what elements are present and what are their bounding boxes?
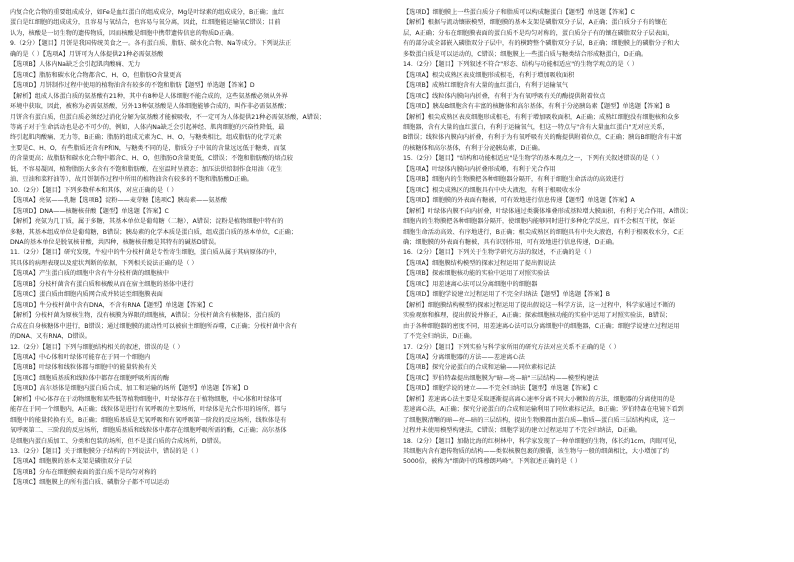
text-line: 等离子对于生命活动也是必不可少的，例如，人体内Na缺乏会引起神经、肌肉细胞的兴奋性降低，最 bbox=[10, 123, 285, 131]
text-line: 细胞中的能量转换有关，B正确；细胞质基质是无氧呼吸和有氧呼吸第一阶段的反应场所，线粒体是有 bbox=[10, 416, 287, 424]
text-line: 主要是C、H、O，有些脂质还含有P和N，与糖类不同的是，脂质分子中氧的含量远远低于糖类，而氢 bbox=[10, 144, 286, 152]
text-line: 【选项D】牛分枝杆菌中含有DNA，不含有RNA【题型】单选题【答案】C bbox=[10, 301, 213, 309]
text-line: 低，不容易凝固，植物脂肪大多含有不饱和脂肪酸，在室温时呈液态；加压法烘焙制作食用油（花生 bbox=[10, 165, 283, 173]
text-line: 蛋白是红细胞的组成成分，且容易与氧结合，也容易与氧分离，因此，红细胞能运输氧C错误；目前 bbox=[10, 19, 281, 27]
text-line: 【选项C】细胞膜上的所有蛋白质、磷脂分子都不可以运动 bbox=[10, 479, 170, 487]
text-line: 【解析】组成人体蛋白质的氨基酸有21种，其中有8种是人体细胞不能合成的，这些氨基酸必须从外界 bbox=[10, 92, 288, 100]
text-line: 了不完全归纳法，D正确。 bbox=[403, 333, 476, 341]
text-line: 17.（2分）【题目】下列实验与科学家所用的研究方法对应关系不正确的是（ ） bbox=[403, 343, 620, 351]
text-line: B错误；线粒体内膜向内折叠，有利于为有氧呼吸有关的酶提供附着位点，C正确；胰岛B细胞含有丰富 bbox=[403, 134, 682, 142]
text-line: 其具体的病理表现以及症状判断的依据，下列相关说法正确的是（ ） bbox=[10, 259, 198, 267]
text-line: 【解析】分枝杆菌为原核生物，没有核膜为界限的细胞核，A错误；分枝杆菌含有核糖体，蛋白质的 bbox=[10, 312, 281, 320]
text-line: 油、豆油和菜籽油等），故月饼制作过程中所用的植物油含有较多的不饱和脂肪酸D正确。 bbox=[10, 176, 253, 184]
text-line: 其细胞内含有遗传物质的结构——类似核膜包裹的膜囊，该生物与一般的细菌相比，大小增加了约 bbox=[403, 448, 670, 456]
text-line: 【选项D】细胞膜上一些蛋白质分子和脂质可以构成糖蛋白【题型】单选题【答案】C bbox=[403, 9, 635, 16]
text-line: 是细胞内蛋白质加工、分类和包装的场所，但不是蛋白质的合成场所，D错误。 bbox=[10, 437, 226, 445]
text-line: 【选项D】月饼制作过程中使用的植物油含有较多的不饱和脂肪【题型】单选题【答案】D bbox=[10, 82, 255, 90]
text-line: 13.（2分）【题目】关于细胞膜分子结构的下列说法中，错误的是（ ） bbox=[10, 448, 203, 456]
text-line: 【选项C】蛋白质由细胞内质网合成并转运至细胞膜表面 bbox=[10, 291, 163, 299]
text-line: 有的部分或全部嵌入磷脂双分子层中，有的横跨整个磷脂双分子层，B正确；细胞膜上的磷脂分子和大 bbox=[403, 40, 680, 48]
text-line: 【选项C】罗伯特森提出细胞膜为"暗—亮—暗"三层结构——模型构建法 bbox=[403, 374, 599, 382]
text-line: 实验观察和推理，提出假说并修正，A正确；探索细胞核功能的实验中运用了对照实验法，B错误； bbox=[403, 312, 672, 320]
text-line: 【选项C】根尖成熟区的细胞具有中央大液泡，有利于根吸收水分 bbox=[403, 186, 581, 194]
left-column bbox=[10, 8, 391, 556]
text-line: 【选项C】线粒体内膜向内折叠，有利于为有氧呼吸有关的酶提供附着位点 bbox=[403, 92, 606, 100]
text-line: 【解析】中心体存在于动物细胞和某些低等植物细胞中，叶绿体存在于植物细胞，中心体和叶绿体可 bbox=[10, 395, 283, 403]
text-line: 的DNA、又有RNA，D错误。 bbox=[10, 333, 92, 341]
text-line: 【选项D】胰岛B细胞含有丰富的核糖体和高尔基体，有利于分泌胰岛素【题型】单选题【答案】B bbox=[403, 103, 670, 111]
text-line: 认为，核酸是一切生物的遗传物质，因而核酸是细胞中携带遗传信息的物质D正确。 bbox=[10, 29, 238, 37]
text-line: 【选项D】细胞学说建立过程运用了不完全归纳法【题型】单选题【答案】B bbox=[403, 291, 611, 299]
text-line: 15.（2分）【题目】"结构和功能相适应"是生物学的基本观点之一，下列有关叙述错误的是（ ） bbox=[403, 155, 663, 163]
text-line: 【选项A】产生蛋白质的细胞中含有牛分枝杆菌的细胞核中 bbox=[10, 270, 169, 278]
text-line: 【选项A】叶绿体内膜向内折叠形成嵴，有利于光合作用 bbox=[403, 165, 556, 173]
text-line: 【选项C】用差速离心法可以分离细胞中的细胞器 bbox=[403, 280, 538, 288]
text-line: 细胞生命活动高效、有序地进行，B正确；根尖成熟区的细胞具有中央大液泡，有利于根吸收水分，C正 bbox=[403, 228, 684, 236]
text-line: 【选项D】细胞膜的外表面有糖被，可有效地进行信息传递【题型】单选题【答案】A bbox=[403, 197, 635, 205]
text-line: 16.（2分）【题目】下列关于生物学研究方法的叙述，不正确的是（ ） bbox=[403, 249, 596, 257]
text-line: 【选项A】分离细胞器的方法——差速离心法 bbox=[403, 353, 525, 361]
text-line: 内复合化合物的重要组成成分，如Fe是血红蛋白的组成成分，Mg是叶绿素的组成成分，B正确；血红 bbox=[10, 9, 285, 16]
text-line: 【选项D】DNA——核糖核苷酸【题型】单选题【答案】C bbox=[10, 207, 169, 215]
text-line: 【选项B】叶绿体和线粒体都与细胞中的能量转换有关 bbox=[10, 364, 157, 372]
text-line: 【选项B】探索细胞核功能的实验中运用了对照实验法 bbox=[403, 270, 550, 278]
text-line: 【选项C】细胞质基质和线粒体中都存在细胞呼吸所需的酶 bbox=[10, 374, 170, 382]
text-line: 12.（2分）【题目】下列与细胞结构相关的叙述，错误的是（ ） bbox=[10, 343, 184, 351]
text-line: 【选项B】人体内Na缺乏会引起肌肉酸痛、无力 bbox=[10, 61, 141, 69]
text-line: 【解析】亮氨为几丁质，属于多糖，其基本单位是葡萄糖（二糖），A错误；淀粉是植物细胞中特有的 bbox=[10, 218, 284, 226]
text-line: 【选项D】细胞学说的建立——不完全归纳法【题型】单选题【答案】C bbox=[403, 385, 598, 393]
text-line: 【选项A】根尖成熟区表皮细胞形成根毛，有利于增加吸收面积 bbox=[403, 71, 575, 79]
two-column-layout bbox=[10, 8, 784, 556]
text-line: 【解析】根尖成熟区表皮细胞形成根毛，有利于增加吸收面积，A正确；成熟红细胞没有细胞核和众多 bbox=[403, 113, 680, 121]
text-line: 月饼含有蛋白质，但蛋白质必须经过消化分解为氨基酸才能被吸收，不一定可为人体提供21种必需氨基酸，A错误； bbox=[10, 113, 326, 121]
text-line: 层，A正确；分布在细胞膜表面的蛋白质不是均匀对称的，蛋白质分子有的镶在磷脂双分子层表面， bbox=[403, 29, 674, 37]
text-line: 10.（2分）【题目】下列多数样本和其体，对应正确的是（ ） bbox=[10, 186, 178, 194]
text-line: 【解析】叶绿体内膜不向内折叠，叶绿体通过类囊体堆叠形成基粒增大膜面积，有利于光合作用，A错误； bbox=[403, 207, 692, 215]
text-line: 的核糖体和高尔基体，有利于分泌胰岛素，D正确。 bbox=[403, 144, 544, 152]
text-line: 【选项A】细胞膜的基本支架是磷脂双分子层 bbox=[10, 458, 132, 466]
text-line: 【选项A】细胞膜结构模型的探索过程运用了提出假说法 bbox=[403, 259, 556, 267]
right-column bbox=[403, 8, 784, 556]
text-line: 确；细胞膜的外表面有糖被，具有识别作用，可有效地进行信息传递，D正确。 bbox=[403, 238, 619, 246]
text-line: 14.（2分）【题目】下列叙述不符合"形态、结构与功能相适应"的生物学观点的是（ ） bbox=[403, 61, 638, 69]
text-line: 细胞器，含有大量的血红蛋白，有利于运输氧气，但这一特点与"含有大量血红蛋白"无对应关系， bbox=[403, 123, 669, 131]
text-line: 氧呼吸第二、三阶段的反应场所，细胞质基质和线粒体中都存在细胞呼吸所需的酶，C正确；高尔基体 bbox=[10, 427, 287, 435]
text-line: 终引起肌肉酸痛、无力等，B正确；脂肪的组成元素为C、H、O，与糖类相比，组成脂肪的化学元素 bbox=[10, 134, 282, 142]
text-line: 多糖，其基本组成单位是葡萄糖，B错误；胰岛素的化学本质是蛋白质，组成蛋白质的基本单位，C正确； bbox=[10, 228, 297, 236]
text-line: 由于各种细胞器的密度不同，用差速离心法可以分离细胞中的细胞器，C正确；细胞学说建立过程运用 bbox=[403, 322, 680, 330]
text-line: 18.（2分）【题目】加勒比海的红树林中，科学家发现了一种单细胞的生物，体长约1cm，肉眼可见， bbox=[403, 437, 681, 445]
text-line: 【解析】细胞膜结构模型的探索过程运用了提出假说这一科学方法，这一过程中，科学家通过不断的 bbox=[403, 301, 676, 309]
text-line: 差速离心法，A正确；探究分泌蛋白的合成和运输利用了同位素标记法，B正确；罗伯特森在电镜下看到 bbox=[403, 406, 684, 414]
text-line: 【选项C】脂肪和碳水化合物都含C、H、O，但脂肪O含量更高 bbox=[10, 71, 182, 79]
text-line: 过程并未使用模型构建法，C错误；细胞学说的建立过程运用了不完全归纳法，D正确。 bbox=[403, 427, 642, 435]
text-line: 【选项B】分枝杆菌含有蛋白质和核酸从而在宿主细胞的基体中进行 bbox=[10, 280, 194, 288]
text-line: 确的是（ ）【选项A】月饼可为人体提供21种必需氨基酸 bbox=[10, 50, 164, 58]
text-line: 环境中获取，因此，被称为必需氨基酸，另外13种氨基酸是人体细胞能够合成的，叫作非必需氨基酸； bbox=[10, 103, 291, 111]
text-line: 【解析】根据与流动镶嵌模型，细胞膜的基本支架是磷脂双分子层，A正确；蛋白质分子有的镶在 bbox=[403, 19, 668, 27]
text-line: 5000倍，被称为"细菌中的珠穆朗玛峰"。下列叙述正确的是（ ） bbox=[403, 458, 582, 466]
text-line: 【选项A】中心体和叶绿体可能存在于同一个细胞内 bbox=[10, 353, 151, 361]
text-line: 【选项A】亮氨——乳糖【选项B】淀粉——麦芽糖【选项C】胰岛素——氨基酸 bbox=[10, 197, 227, 205]
text-line: 合成在自身核糖体中进行，B错误；通过细胞膜的流动性可以被宿主细胞所吞噬，C正确；分枝杆菌中含有 bbox=[10, 322, 297, 330]
text-line: 能存在于同一个细胞内，A正确；线粒体是进行有氧呼吸的主要场所，叶绿体是光合作用的场所，都与 bbox=[10, 406, 287, 414]
text-line: 【选项B】细胞内的生物膜把各种细胞器分隔开，有利于细胞生命活动的高效进行 bbox=[403, 176, 624, 184]
text-line: 多数蛋白质是可以运动的，C错误；细胞膜上一些蛋白质与糖类结合形成糖蛋白，D正确。 bbox=[403, 50, 648, 58]
text-line: 的含量更高；故脂肪和碳水化合物中都含C、H、O，但脂肪O含量更低，C错误；不饱和脂肪酸的熔点较 bbox=[10, 155, 293, 163]
text-line: DNA的基本单位是脱氧核苷酸，共四种，核糖核苷酸是其特有的碱基D错误。 bbox=[10, 238, 221, 246]
text-line: 【选项B】探究分泌蛋白的合成和运输——同位素标记法 bbox=[403, 364, 556, 372]
text-line: 【解析】差速离心法主要是采取逐渐提高离心速率分离不同大小颗粒的方法，细胞器的分离使用的是 bbox=[403, 395, 676, 403]
text-line: 【选项B】成熟红细胞含有大量的血红蛋白，有利于运输氧气 bbox=[403, 82, 569, 90]
text-line: 细胞内的生物膜把各种细胞器分隔开，使细胞内能够同时进行多种化学反应，而不会相互干扰，保证 bbox=[403, 218, 676, 226]
text-line: 【选项B】分布在细胞膜表面的蛋白质不是均匀对称的 bbox=[10, 468, 157, 476]
text-line: 【选项D】高尔基体是细胞内蛋白质合成、加工和运输的场所【题型】单选题【答案】D bbox=[10, 385, 249, 393]
text-line: 了细胞膜清晰的暗—亮—暗的三层结构，提出生物膜都由蛋白质—脂质—蛋白质三层结构构成，这一 bbox=[403, 416, 676, 424]
text-line: 9.（2分）【题目】月饼是我国传统美食之一。各有蛋白质、脂肪、碳水化合物、Na等成分。下列说法正 bbox=[10, 40, 292, 48]
text-line: 11.（2分）【题目】研究发现，牛痘中的牛分枝杆菌是专性寄生细胞，蛋白质从属于其病原体的中， bbox=[10, 249, 281, 257]
